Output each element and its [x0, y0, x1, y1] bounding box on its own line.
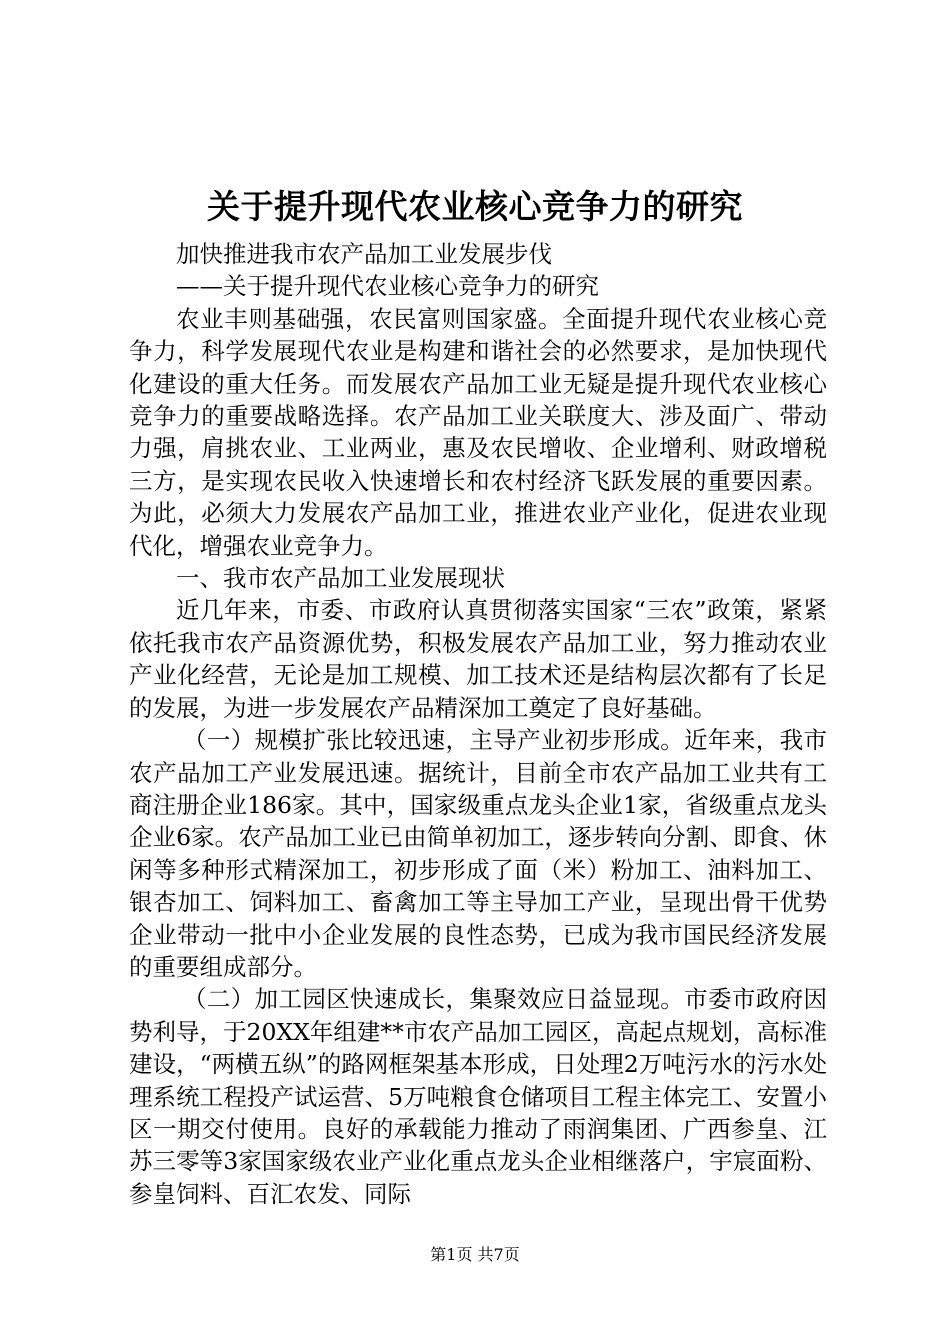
document-body: [129, 238, 827, 1210]
body-paragraph: 农业丰则基础强，农民富则国家盛。全面提升现代农业核心竞争力，科学发展现代农业是构建和谐社会的必然要求，是加快现代化建设的重大任务。而发展农产品加工业无疑是提升现代农业核心竞争力的重要战略选择。农产品加工业关联度大、涉及面广、带动力强，肩挑农业、工业两业，惠及农民增收、企业增利、财政增税三方，是实现农民收入快速增长和农村经济飞跃发展的重要因素。为此，必须大力发展农产品加工业，推进农业产业化，促进农业现代化，增强农业竞争力。: [129, 304, 827, 560]
body-paragraph: （二）加工园区快速成长，集聚效应日益显现。市委市政府因势利导，于20XX年组建**市农产品加工园区，高起点规划，高标准建设，“两横五纵”的路网框架基本形成，日处理2万吨污水的污水处理系统工程投产试运营、5万吨粮食仓储项目工程主体完工、安置小区一期交付使用。良好的承载能力推动了雨润集团、广西参皇、江苏三零等3家国家级农业产业化重点龙头企业相继落户，宇宸面粉、参皇饲料、百汇农发、同际: [129, 985, 827, 1208]
subtitle-line: 加快推进我市农产品加工业发展步伐: [176, 240, 552, 268]
page-number-footer: 第1页 共7页: [430, 1245, 520, 1264]
section-heading: 一、我市农产品加工业发展现状: [176, 564, 505, 593]
subtitle-line: ——关于提升现代农业核心竞争力的研究: [176, 272, 599, 301]
body-paragraph: （一）规模扩张比较迅速，主导产业初步形成。近年来，我市农产品加工产业发展迅速。据统计，目前全市农产品加工业共有工商注册企业186家。其中，国家级重点龙头企业1家，省级重点龙头企业6家。农产品加工业已由简单初加工，逐步转向分割、即食、休闲等多种形式精深加工，初步形成了面（米）粉加工、油料加工、银杏加工、饲料加工、畜禽加工等主导加工产业，呈现出骨干优势企业带动一批中小企业发展的良性态势，已成为我市国民经济发展的重要组成部分。: [129, 726, 827, 981]
body-paragraph: 近几年来，市委、市政府认真贯彻落实国家“三农”政策，紧紧依托我市农产品资源优势，积极发展农产品加工业，努力推动农业产业化经营，无论是加工规模、加工技术还是结构层次都有了长足的发展，为进一步发展农产品精深加工奠定了良好基础。: [129, 596, 827, 722]
document-title: 关于提升现代农业核心竞争力的研究: [207, 187, 743, 226]
